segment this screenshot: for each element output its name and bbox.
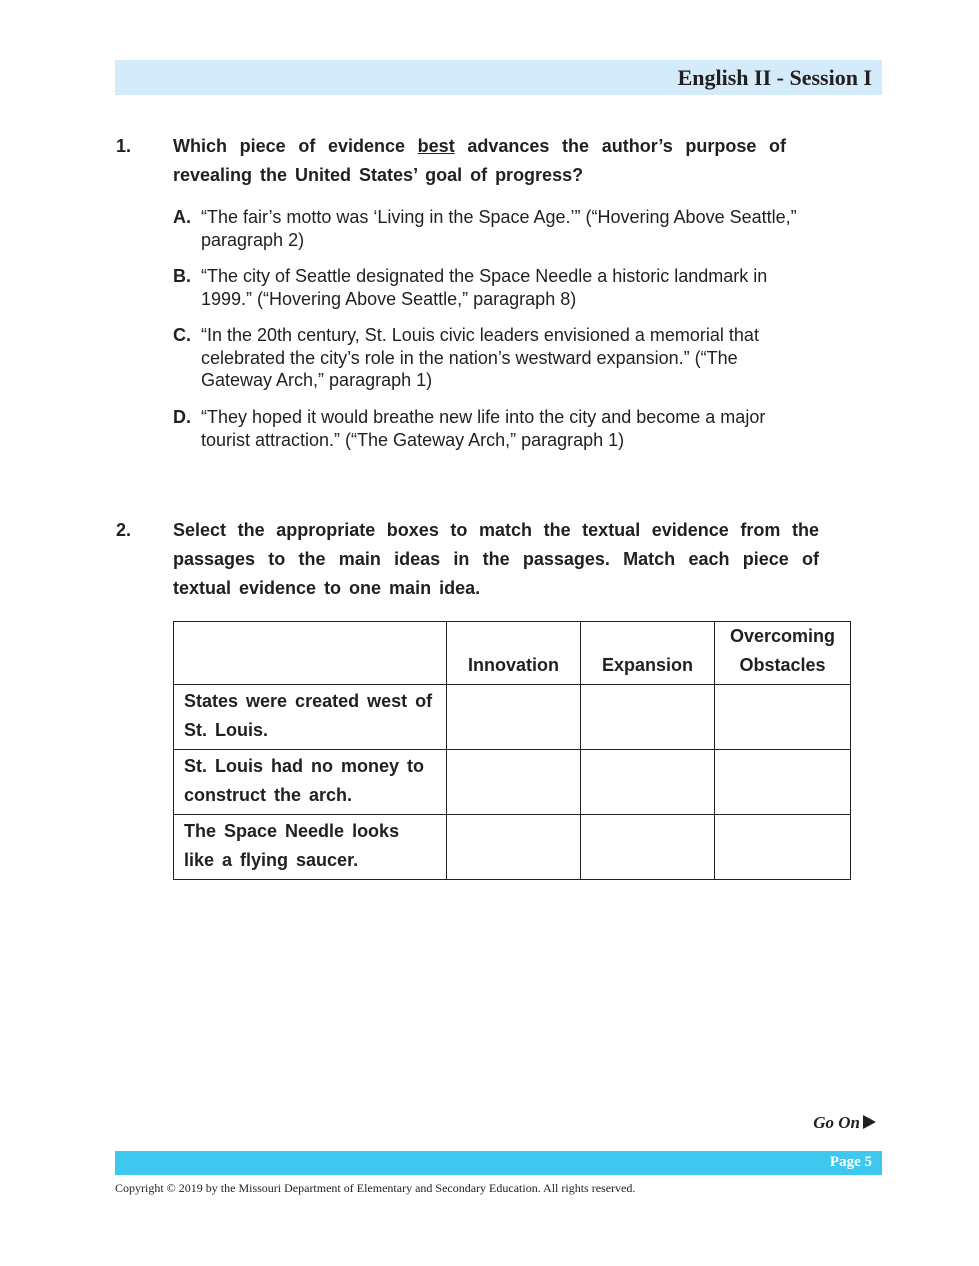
match-table bbox=[173, 621, 851, 880]
choice-c-letter: C. bbox=[173, 325, 191, 345]
play-arrow-icon bbox=[863, 1115, 876, 1129]
table-header-overcoming-obstacles: Overcoming Obstacles bbox=[715, 622, 851, 685]
choice-d-text: “They hoped it would breathe new life into the city and become a major tourist attraction.” (“The Gateway Arch,” paragraph 1) bbox=[201, 407, 766, 450]
choice-a[interactable] bbox=[173, 206, 813, 251]
choice-b-letter: B. bbox=[173, 266, 191, 286]
checkbox-cell-r1-overcoming-obstacles[interactable] bbox=[715, 685, 851, 750]
checkbox-cell-r1-innovation[interactable] bbox=[447, 685, 581, 750]
choice-d[interactable] bbox=[173, 406, 813, 451]
choice-b[interactable] bbox=[173, 265, 813, 310]
header-title: English II - Session I bbox=[677, 65, 872, 90]
question-1-number: 1. bbox=[116, 136, 132, 156]
go-on-indicator bbox=[813, 1113, 876, 1133]
row-label-2: St. Louis had no money to construct the arch. bbox=[174, 750, 447, 815]
question-1-stem-text-end: advances the author’s purpose of revealing the United States’ goal of progress? bbox=[173, 136, 787, 185]
question-2-stem: Select the appropriate boxes to match the textual evidence from the passages to the main ideas in the passages. Match each piece of textual evidence to one main idea. bbox=[173, 520, 819, 598]
choice-d-letter: D. bbox=[173, 407, 191, 427]
choice-b-text: “The city of Seattle designated the Space Needle a historic landmark in 1999.” (“Hovering Above Seattle,” paragraph 8) bbox=[201, 266, 768, 309]
question-1-emphasis: best bbox=[417, 136, 455, 156]
checkbox-cell-r2-innovation[interactable] bbox=[447, 750, 581, 815]
page-number: Page 5 bbox=[829, 1154, 872, 1170]
copyright-notice: Copyright © 2019 by the Missouri Department of Elementary and Secondary Education. All rights reserved. bbox=[115, 1181, 636, 1195]
choice-c-text: “In the 20th century, St. Louis civic leaders envisioned a memorial that celebrated the city’s role in the nation’s westward expansion.” (“The Gateway Arch,” paragraph 1) bbox=[201, 325, 759, 390]
choice-c[interactable] bbox=[173, 324, 803, 392]
question-1-stem-text: Which piece of evidence bbox=[173, 136, 418, 156]
table-row bbox=[174, 750, 851, 815]
row-label-3: The Space Needle looks like a flying saucer. bbox=[174, 815, 447, 880]
row-label-1: States were created west of St. Louis. bbox=[174, 685, 447, 750]
table-header-innovation: Innovation bbox=[447, 622, 581, 685]
choice-a-text: “The fair’s motto was ‘Living in the Space Age.’” (“Hovering Above Seattle,” paragraph 2) bbox=[201, 207, 797, 250]
table-row bbox=[174, 685, 851, 750]
question-2-number: 2. bbox=[116, 520, 132, 540]
checkbox-cell-r3-overcoming-obstacles[interactable] bbox=[715, 815, 851, 880]
question-1-stem bbox=[173, 132, 786, 190]
table-header-expansion: Expansion bbox=[581, 622, 715, 685]
checkbox-cell-r2-expansion[interactable] bbox=[581, 750, 715, 815]
checkbox-cell-r2-overcoming-obstacles[interactable] bbox=[715, 750, 851, 815]
checkbox-cell-r3-expansion[interactable] bbox=[581, 815, 715, 880]
go-on-text: Go On bbox=[813, 1113, 860, 1132]
footer-bar bbox=[115, 1151, 882, 1175]
table-row bbox=[174, 815, 851, 880]
table-header-row bbox=[174, 622, 851, 685]
table-header-blank bbox=[174, 622, 447, 685]
choice-a-letter: A. bbox=[173, 207, 191, 227]
header-bar bbox=[115, 60, 882, 95]
checkbox-cell-r1-expansion[interactable] bbox=[581, 685, 715, 750]
checkbox-cell-r3-innovation[interactable] bbox=[447, 815, 581, 880]
